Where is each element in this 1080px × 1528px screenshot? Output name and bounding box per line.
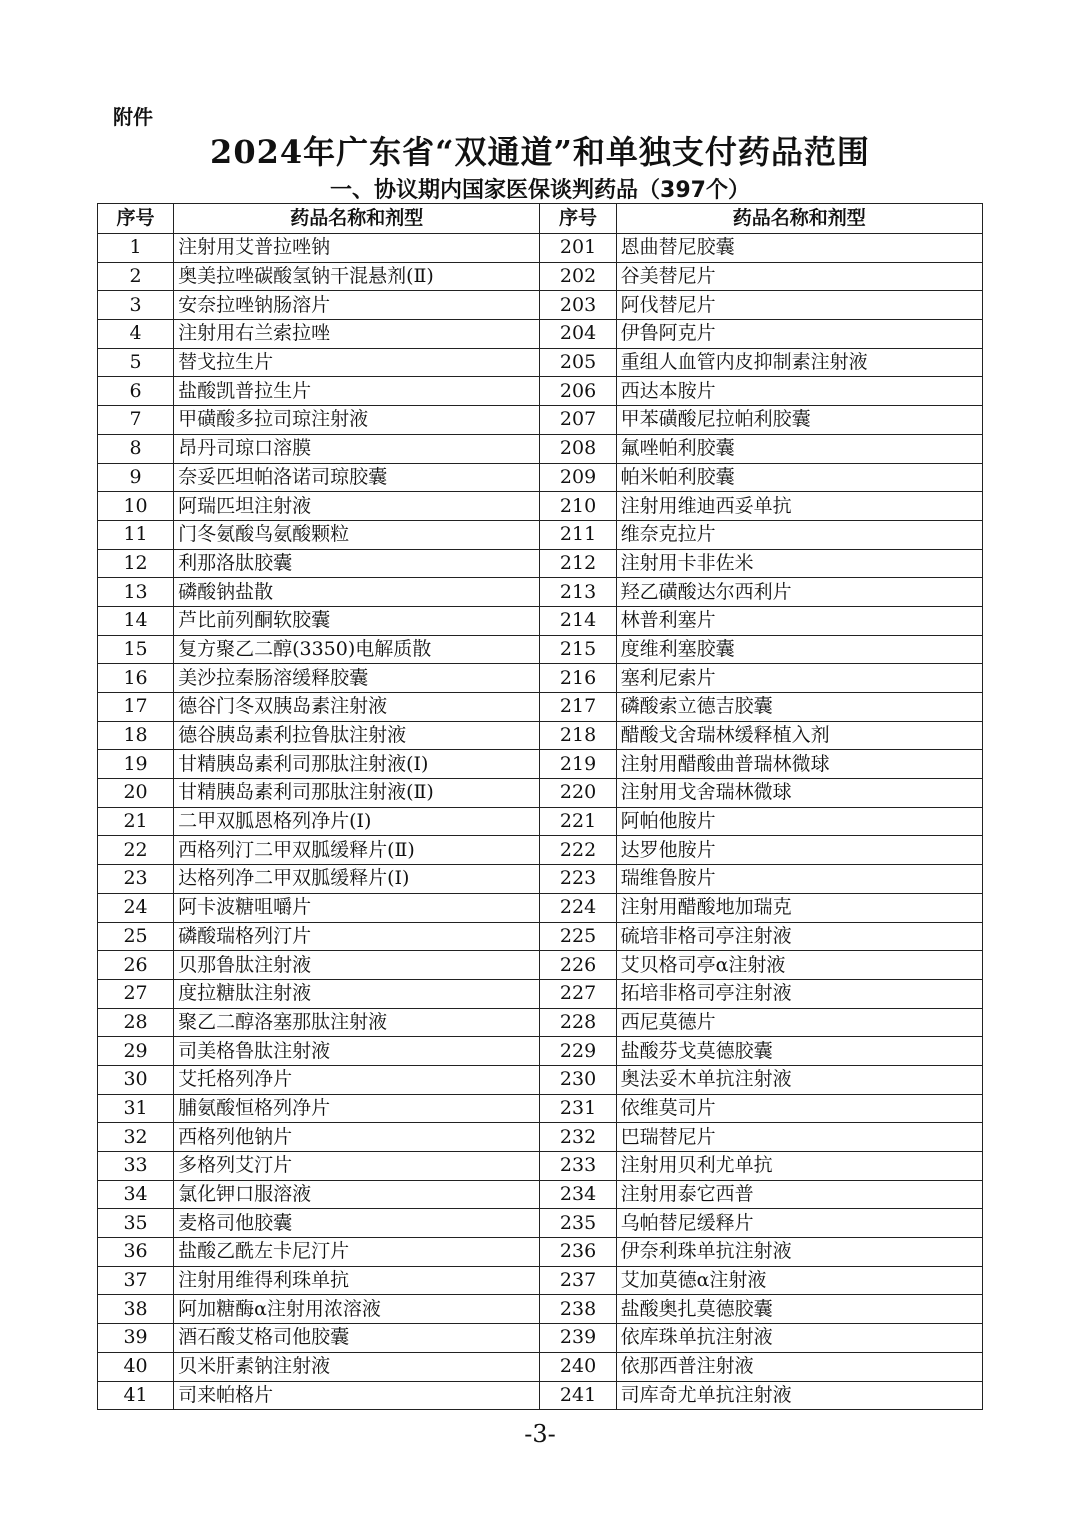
serial-left-cell: 35 <box>98 1209 174 1238</box>
drug-name-right-cell: 羟乙磺酸达尔西利片 <box>616 578 982 607</box>
serial-right-cell: 216 <box>540 664 616 693</box>
serial-right-cell: 201 <box>540 234 616 263</box>
serial-left-cell: 38 <box>98 1295 174 1324</box>
serial-left-cell: 27 <box>98 979 174 1008</box>
drug-name-right-cell: 依那西普注射液 <box>616 1352 982 1381</box>
drug-name-right-cell: 硫培非格司亭注射液 <box>616 922 982 951</box>
serial-left-cell: 19 <box>98 750 174 779</box>
table-row <box>98 721 983 750</box>
table-row <box>98 1094 983 1123</box>
drug-name-left-cell: 二甲双胍恩格列净片(Ⅰ) <box>174 807 540 836</box>
section-subtitle: 一、协议期内国家医保谈判药品（397个） <box>330 178 750 203</box>
drug-name-left-cell: 注射用维得利珠单抗 <box>174 1266 540 1295</box>
table-row <box>98 951 983 980</box>
drug-name-left-cell: 西格列他钠片 <box>174 1123 540 1152</box>
drug-name-right-cell: 盐酸奥扎莫德胶囊 <box>616 1295 982 1324</box>
drug-name-right-cell: 阿伐替尼片 <box>616 291 982 320</box>
serial-right-cell: 236 <box>540 1238 616 1267</box>
serial-right-cell: 233 <box>540 1152 616 1181</box>
drug-name-left-cell: 昂丹司琼口溶膜 <box>174 434 540 463</box>
table-row <box>98 635 983 664</box>
serial-left-cell: 7 <box>98 406 174 435</box>
drug-name-right-cell: 林普利塞片 <box>616 606 982 635</box>
drug-name-right-cell: 维奈克拉片 <box>616 520 982 549</box>
table-row <box>98 1324 983 1353</box>
drug-name-left-cell: 奥美拉唑碳酸氢钠干混悬剂(Ⅱ) <box>174 262 540 291</box>
drug-name-right-cell: 磷酸索立德吉胶囊 <box>616 693 982 722</box>
table-row <box>98 606 983 635</box>
serial-left-cell: 3 <box>98 291 174 320</box>
serial-right-cell: 226 <box>540 951 616 980</box>
drug-name-left-cell: 脯氨酸恒格列净片 <box>174 1094 540 1123</box>
drug-name-left-cell: 磷酸钠盐散 <box>174 578 540 607</box>
drug-name-right-cell: 西达本胺片 <box>616 377 982 406</box>
table-row <box>98 463 983 492</box>
serial-right-cell: 210 <box>540 492 616 521</box>
serial-left-cell: 14 <box>98 606 174 635</box>
drug-name-left-cell: 奈妥匹坦帕洛诺司琼胶囊 <box>174 463 540 492</box>
serial-right-cell: 215 <box>540 635 616 664</box>
drug-name-right-cell: 甲苯磺酸尼拉帕利胶囊 <box>616 406 982 435</box>
drug-name-right-cell: 司库奇尤单抗注射液 <box>616 1381 982 1410</box>
drug-name-left-cell: 芦比前列酮软胶囊 <box>174 606 540 635</box>
table-row <box>98 807 983 836</box>
drug-name-left-cell: 甘精胰岛素利司那肽注射液(Ⅰ) <box>174 750 540 779</box>
header-drug-name-left: 药品名称和剂型 <box>174 204 540 234</box>
table-row <box>98 664 983 693</box>
header-drug-name-right: 药品名称和剂型 <box>616 204 982 234</box>
drug-name-left-cell: 阿瑞匹坦注射液 <box>174 492 540 521</box>
drug-name-right-cell: 拓培非格司亭注射液 <box>616 979 982 1008</box>
drug-name-right-cell: 注射用泰它西普 <box>616 1180 982 1209</box>
drug-name-left-cell: 盐酸乙酰左卡尼汀片 <box>174 1238 540 1267</box>
drug-name-left-cell: 安奈拉唑钠肠溶片 <box>174 291 540 320</box>
serial-right-cell: 208 <box>540 434 616 463</box>
drug-table-body <box>98 234 983 1410</box>
drug-name-right-cell: 艾贝格司亭α注射液 <box>616 951 982 980</box>
serial-left-cell: 22 <box>98 836 174 865</box>
table-row <box>98 865 983 894</box>
drug-name-right-cell: 达罗他胺片 <box>616 836 982 865</box>
serial-right-cell: 217 <box>540 693 616 722</box>
drug-name-left-cell: 德谷门冬双胰岛素注射液 <box>174 693 540 722</box>
drug-name-left-cell: 德谷胰岛素利拉鲁肽注射液 <box>174 721 540 750</box>
drug-name-left-cell: 注射用右兰索拉唑 <box>174 320 540 349</box>
drug-name-left-cell: 度拉糖肽注射液 <box>174 979 540 1008</box>
serial-right-cell: 213 <box>540 578 616 607</box>
table-row <box>98 693 983 722</box>
drug-name-left-cell: 复方聚乙二醇(3350)电解质散 <box>174 635 540 664</box>
serial-left-cell: 33 <box>98 1152 174 1181</box>
table-row <box>98 520 983 549</box>
serial-left-cell: 37 <box>98 1266 174 1295</box>
serial-left-cell: 30 <box>98 1065 174 1094</box>
serial-right-cell: 214 <box>540 606 616 635</box>
serial-right-cell: 235 <box>540 1209 616 1238</box>
serial-right-cell: 203 <box>540 291 616 320</box>
drug-name-left-cell: 达格列净二甲双胍缓释片(Ⅰ) <box>174 865 540 894</box>
drug-name-right-cell: 西尼莫德片 <box>616 1008 982 1037</box>
serial-right-cell: 222 <box>540 836 616 865</box>
drug-name-left-cell: 替戈拉生片 <box>174 348 540 377</box>
drug-name-right-cell: 帕米帕利胶囊 <box>616 463 982 492</box>
table-row <box>98 750 983 779</box>
drug-name-right-cell: 瑞维鲁胺片 <box>616 865 982 894</box>
serial-left-cell: 12 <box>98 549 174 578</box>
drug-name-right-cell: 醋酸戈舍瑞林缓释植入剂 <box>616 721 982 750</box>
serial-right-cell: 238 <box>540 1295 616 1324</box>
drug-name-right-cell: 谷美替尼片 <box>616 262 982 291</box>
table-row <box>98 320 983 349</box>
serial-right-cell: 209 <box>540 463 616 492</box>
drug-name-left-cell: 聚乙二醇洛塞那肽注射液 <box>174 1008 540 1037</box>
serial-right-cell: 212 <box>540 549 616 578</box>
drug-name-left-cell: 艾托格列净片 <box>174 1065 540 1094</box>
serial-right-cell: 207 <box>540 406 616 435</box>
drug-name-right-cell: 恩曲替尼胶囊 <box>616 234 982 263</box>
drug-name-right-cell: 注射用醋酸地加瑞克 <box>616 893 982 922</box>
table-row <box>98 1152 983 1181</box>
drug-name-left-cell: 美沙拉秦肠溶缓释胶囊 <box>174 664 540 693</box>
table-row <box>98 434 983 463</box>
serial-right-cell: 232 <box>540 1123 616 1152</box>
drug-name-right-cell: 阿帕他胺片 <box>616 807 982 836</box>
serial-right-cell: 231 <box>540 1094 616 1123</box>
drug-name-right-cell: 注射用贝利尤单抗 <box>616 1152 982 1181</box>
drug-name-left-cell: 阿加糖酶α注射用浓溶液 <box>174 1295 540 1324</box>
table-row <box>98 234 983 263</box>
serial-right-cell: 237 <box>540 1266 616 1295</box>
drug-name-right-cell: 巴瑞替尼片 <box>616 1123 982 1152</box>
drug-name-left-cell: 阿卡波糖咀嚼片 <box>174 893 540 922</box>
serial-right-cell: 230 <box>540 1065 616 1094</box>
serial-left-cell: 32 <box>98 1123 174 1152</box>
table-row <box>98 836 983 865</box>
attachment-label: 附件 <box>113 105 153 129</box>
serial-right-cell: 225 <box>540 922 616 951</box>
serial-right-cell: 204 <box>540 320 616 349</box>
serial-left-cell: 10 <box>98 492 174 521</box>
serial-right-cell: 227 <box>540 979 616 1008</box>
drug-name-left-cell: 贝那鲁肽注射液 <box>174 951 540 980</box>
table-row <box>98 1065 983 1094</box>
page-number: -3- <box>524 1420 556 1448</box>
serial-right-cell: 220 <box>540 779 616 808</box>
serial-left-cell: 4 <box>98 320 174 349</box>
table-row <box>98 1123 983 1152</box>
drug-name-right-cell: 艾加莫德α注射液 <box>616 1266 982 1295</box>
drug-name-right-cell: 注射用醋酸曲普瑞林微球 <box>616 750 982 779</box>
serial-left-cell: 2 <box>98 262 174 291</box>
serial-left-cell: 26 <box>98 951 174 980</box>
table-row <box>98 1209 983 1238</box>
serial-left-cell: 24 <box>98 893 174 922</box>
serial-right-cell: 219 <box>540 750 616 779</box>
table-row <box>98 1266 983 1295</box>
header-serial-right: 序号 <box>540 204 616 234</box>
serial-right-cell: 229 <box>540 1037 616 1066</box>
serial-right-cell: 206 <box>540 377 616 406</box>
drug-name-left-cell: 甘精胰岛素利司那肽注射液(Ⅱ) <box>174 779 540 808</box>
drug-name-left-cell: 甲磺酸多拉司琼注射液 <box>174 406 540 435</box>
drug-name-right-cell: 依库珠单抗注射液 <box>616 1324 982 1353</box>
serial-right-cell: 218 <box>540 721 616 750</box>
drug-name-right-cell: 伊鲁阿克片 <box>616 320 982 349</box>
serial-left-cell: 23 <box>98 865 174 894</box>
serial-left-cell: 13 <box>98 578 174 607</box>
serial-right-cell: 241 <box>540 1381 616 1410</box>
serial-left-cell: 29 <box>98 1037 174 1066</box>
serial-left-cell: 8 <box>98 434 174 463</box>
table-row <box>98 1238 983 1267</box>
serial-left-cell: 25 <box>98 922 174 951</box>
table-row <box>98 549 983 578</box>
table-row <box>98 377 983 406</box>
drug-name-right-cell: 氟唑帕利胶囊 <box>616 434 982 463</box>
drug-name-right-cell: 奥法妥木单抗注射液 <box>616 1065 982 1094</box>
drug-name-left-cell: 利那洛肽胶囊 <box>174 549 540 578</box>
serial-right-cell: 221 <box>540 807 616 836</box>
serial-left-cell: 34 <box>98 1180 174 1209</box>
table-row <box>98 779 983 808</box>
table-row <box>98 1180 983 1209</box>
table-row <box>98 406 983 435</box>
serial-right-cell: 234 <box>540 1180 616 1209</box>
serial-right-cell: 240 <box>540 1352 616 1381</box>
drug-name-right-cell: 注射用戈舍瑞林微球 <box>616 779 982 808</box>
drug-name-right-cell: 重组人血管内皮抑制素注射液 <box>616 348 982 377</box>
drug-name-right-cell: 注射用维迪西妥单抗 <box>616 492 982 521</box>
serial-left-cell: 18 <box>98 721 174 750</box>
table-row <box>98 1008 983 1037</box>
serial-left-cell: 21 <box>98 807 174 836</box>
drug-name-right-cell: 依维莫司片 <box>616 1094 982 1123</box>
serial-right-cell: 228 <box>540 1008 616 1037</box>
serial-right-cell: 223 <box>540 865 616 894</box>
serial-left-cell: 6 <box>98 377 174 406</box>
table-row <box>98 1352 983 1381</box>
serial-left-cell: 5 <box>98 348 174 377</box>
table-row <box>98 262 983 291</box>
serial-left-cell: 1 <box>98 234 174 263</box>
table-row <box>98 1381 983 1410</box>
serial-left-cell: 36 <box>98 1238 174 1267</box>
drug-name-left-cell: 贝米肝素钠注射液 <box>174 1352 540 1381</box>
serial-left-cell: 40 <box>98 1352 174 1381</box>
drug-name-right-cell: 盐酸芬戈莫德胶囊 <box>616 1037 982 1066</box>
drug-name-left-cell: 西格列汀二甲双胍缓释片(Ⅱ) <box>174 836 540 865</box>
drug-table <box>97 203 983 1410</box>
table-row <box>98 348 983 377</box>
serial-right-cell: 239 <box>540 1324 616 1353</box>
drug-name-left-cell: 多格列艾汀片 <box>174 1152 540 1181</box>
drug-name-right-cell: 注射用卡非佐米 <box>616 549 982 578</box>
document-title: 2024年广东省“双通道”和单独支付药品范围 <box>210 133 870 171</box>
drug-name-right-cell: 伊奈利珠单抗注射液 <box>616 1238 982 1267</box>
serial-left-cell: 9 <box>98 463 174 492</box>
serial-left-cell: 20 <box>98 779 174 808</box>
serial-left-cell: 41 <box>98 1381 174 1410</box>
serial-left-cell: 16 <box>98 664 174 693</box>
serial-left-cell: 17 <box>98 693 174 722</box>
drug-name-left-cell: 盐酸凯普拉生片 <box>174 377 540 406</box>
drug-name-left-cell: 司美格鲁肽注射液 <box>174 1037 540 1066</box>
table-row <box>98 979 983 1008</box>
table-row <box>98 922 983 951</box>
drug-name-right-cell: 乌帕替尼缓释片 <box>616 1209 982 1238</box>
table-row <box>98 1037 983 1066</box>
serial-right-cell: 211 <box>540 520 616 549</box>
drug-name-left-cell: 麦格司他胶囊 <box>174 1209 540 1238</box>
serial-left-cell: 11 <box>98 520 174 549</box>
table-row <box>98 492 983 521</box>
drug-name-left-cell: 磷酸瑞格列汀片 <box>174 922 540 951</box>
drug-name-left-cell: 注射用艾普拉唑钠 <box>174 234 540 263</box>
drug-name-left-cell: 门冬氨酸鸟氨酸颗粒 <box>174 520 540 549</box>
drug-name-right-cell: 度维利塞胶囊 <box>616 635 982 664</box>
drug-name-left-cell: 酒石酸艾格司他胶囊 <box>174 1324 540 1353</box>
table-row <box>98 291 983 320</box>
serial-right-cell: 224 <box>540 893 616 922</box>
table-row <box>98 893 983 922</box>
header-serial-left: 序号 <box>98 204 174 234</box>
serial-left-cell: 39 <box>98 1324 174 1353</box>
drug-name-left-cell: 氯化钾口服溶液 <box>174 1180 540 1209</box>
drug-name-left-cell: 司来帕格片 <box>174 1381 540 1410</box>
serial-left-cell: 28 <box>98 1008 174 1037</box>
table-row <box>98 1295 983 1324</box>
drug-name-right-cell: 塞利尼索片 <box>616 664 982 693</box>
table-header-row <box>98 204 983 234</box>
serial-left-cell: 31 <box>98 1094 174 1123</box>
serial-left-cell: 15 <box>98 635 174 664</box>
serial-right-cell: 205 <box>540 348 616 377</box>
table-row <box>98 578 983 607</box>
serial-right-cell: 202 <box>540 262 616 291</box>
